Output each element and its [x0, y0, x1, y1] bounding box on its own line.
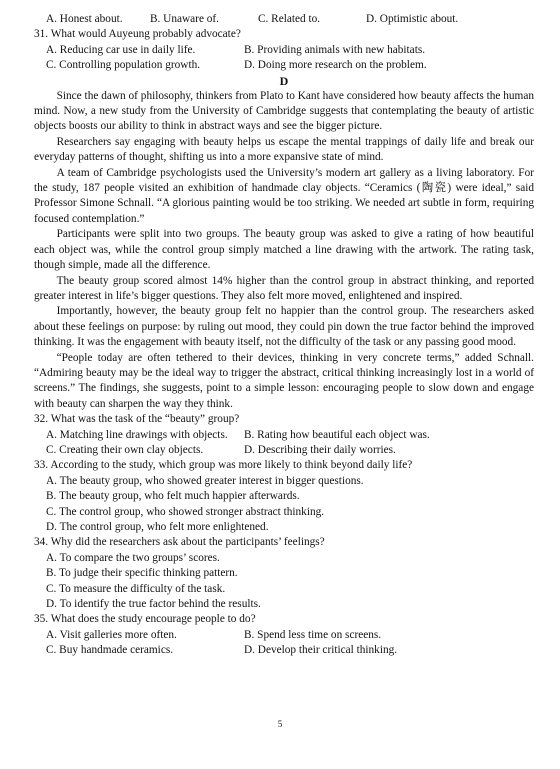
q31-options-row1 [34, 43, 534, 58]
q32-options-row1 [34, 428, 534, 443]
q33-option-a: A. The beauty group, who showed greater interest in bigger questions. [46, 474, 364, 487]
q30-option-a: A. Honest about. [46, 13, 123, 25]
q31-options-row2 [34, 58, 534, 73]
passage-paragraph-5: The beauty group scored almost 14% higher than the control group in abstract thinking, and reported greater interest in life’s bigger questions. They also felt more moved, enlightened and inspired. [34, 274, 534, 302]
q33-option-d: D. The control group, who felt more enlightened. [46, 521, 269, 533]
q32-option-c: C. Creating their own clay objects. [46, 443, 204, 456]
q34-option-b: B. To judge their specific thinking pattern. [46, 567, 238, 580]
q30-option-d: D. Optimistic about. [366, 13, 459, 25]
q31-stem: 31. What would Auyeung probably advocate? [34, 28, 241, 41]
q35-option-c: C. Buy handmade ceramics. [46, 644, 174, 657]
q35-option-b: B. Spend less time on screens. [244, 628, 382, 641]
q31-option-a: A. Reducing car use in daily life. [46, 43, 196, 56]
q32-option-a: A. Matching line drawings with objects. [46, 428, 228, 441]
q34-option-a: A. To compare the two groups’ scores. [46, 551, 220, 564]
q35-option-d: D. Develop their critical thinking. [244, 644, 398, 657]
q30-option-b: B. Unaware of. [150, 13, 220, 25]
q35-options-row1 [34, 628, 534, 643]
q35-option-a: A. Visit galleries more often. [46, 628, 177, 641]
section-heading: D [279, 73, 289, 88]
q32-option-b: B. Rating how beautiful each object was. [244, 428, 430, 441]
passage-paragraph-1: Since the dawn of philosophy, thinkers from Plato to Kant have considered how beauty affects the human mind. Now, a new study from the University of Cambridge suggests that contemplating the beauty of artistic objects boosts our ability to think in abstract ways and see the bigger picture. [34, 89, 534, 133]
q34-option-c: C. To measure the difficulty of the task. [46, 582, 226, 595]
q30-option-c: C. Related to. [258, 13, 321, 25]
q33-stem: 33. According to the study, which group was more likely to think beyond daily life? [34, 459, 413, 472]
q32-option-d: D. Describing their daily worries. [244, 443, 396, 456]
passage-paragraph-3: A team of Cambridge psychologists used the University’s modern art gallery as a living laboratory. For the study, 187 people visited an exhibition of handmade clay objects. “Ceramics (陶瓷) were ideal,” said Professor Simone Schnall. “A glorious painting would be too striking. We needed art subtle in form, requiring focused contemplation.” [34, 166, 534, 225]
q31-option-d: D. Doing more research on the problem. [244, 59, 427, 72]
q33-option-b: B. The beauty group, who felt much happier afterwards. [46, 490, 300, 503]
q35-options-row2 [34, 643, 534, 658]
q34-option-d: D. To identify the true factor behind the results. [46, 598, 261, 611]
q32-options-row2 [34, 443, 534, 458]
page-number: 5 [277, 719, 283, 729]
passage-paragraph-7: “People today are often tethered to their devices, thinking in very concrete terms,” added Schnall. “Admiring beauty may be the ideal way to trigger the abstract, critical thinking increasingly lost in a world of screens.” The findings, she suggests, point to a simple lesson: encouraging people to slow down and engage with beauty can sharpen the way they think. [34, 351, 534, 410]
passage-paragraph-2: Researchers say engaging with beauty helps us escape the mental trappings of daily life and break our everyday patterns of thought, shifting us into a more expansive state of mind. [34, 135, 534, 164]
q32-stem: 32. What was the task of the “beauty” group? [34, 413, 240, 426]
q31-option-b: B. Providing animals with new habitats. [244, 43, 426, 56]
q33-option-c: C. The control group, who showed stronger abstract thinking. [46, 505, 325, 518]
q30-options [34, 12, 534, 27]
q31-option-c: C. Controlling population growth. [46, 59, 201, 72]
q34-stem: 34. Why did the researchers ask about the participants’ feelings? [34, 536, 325, 549]
passage-paragraph-6: Importantly, however, the beauty group felt no happier than the control group. The researchers asked about these feelings on purpose: by ruling out mood, they could pin down the true factor behind the improved thinking. It was the engagement with beauty itself, not the difficulty of the task or any passing good mood. [34, 305, 534, 349]
q35-stem: 35. What does the study encourage people to do? [34, 613, 256, 626]
passage-paragraph-4: Participants were split into two groups. The beauty group was asked to give a rating of how beautiful each object was, while the control group simply matched a line drawing with the artwork. The rating task, though simple, made all the difference. [34, 228, 534, 272]
